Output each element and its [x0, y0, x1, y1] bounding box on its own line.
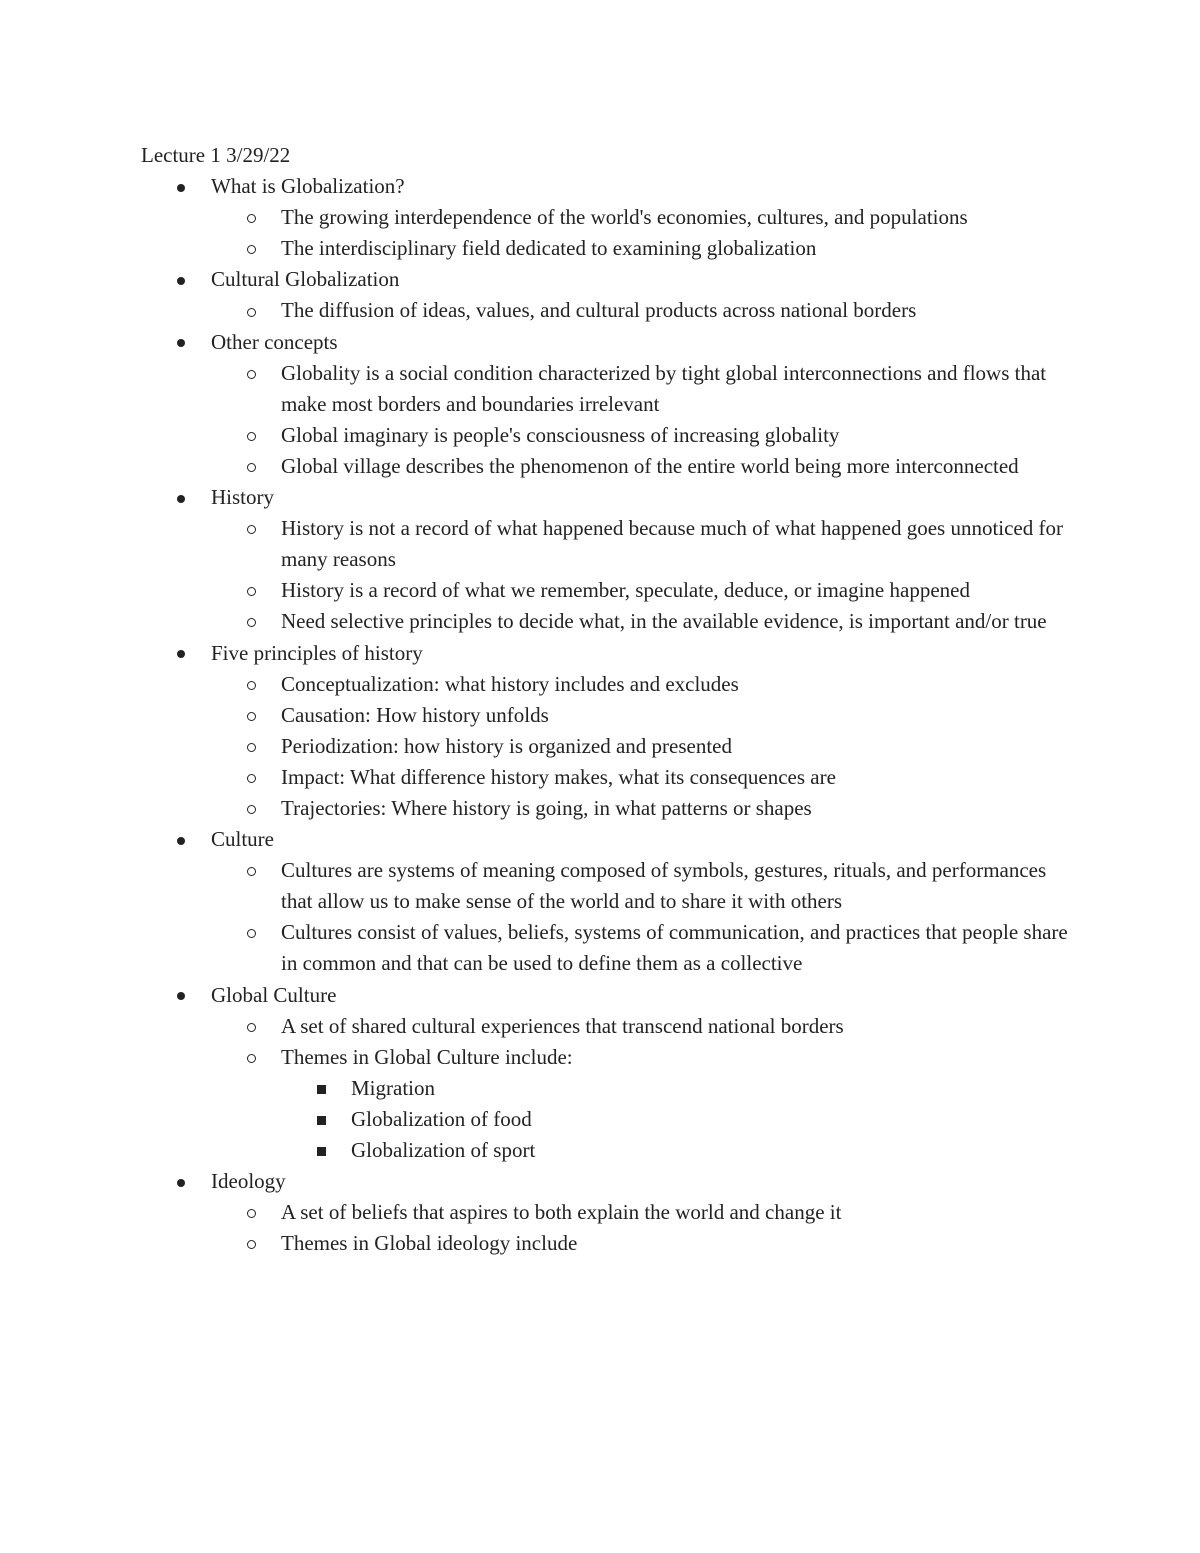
- item-text: History is not a record of what happened because much of what happened goes unnoticed for many reasons: [281, 516, 1063, 572]
- item-text: The interdisciplinary field dedicated to examining globalization: [281, 236, 817, 261]
- outline-item: [211, 202, 1071, 233]
- bullet-circle-icon: [241, 575, 261, 606]
- outline-section: [141, 980, 1071, 1167]
- bullet-circle-icon: [241, 233, 261, 264]
- outline-item: [211, 451, 1071, 482]
- outline-section: [141, 1166, 1071, 1259]
- bullet-dot-icon: [171, 327, 191, 358]
- section-items: [211, 1011, 1071, 1166]
- document-title: Lecture 1 3/29/22: [141, 143, 291, 167]
- outline-item: [211, 575, 1071, 606]
- item-text: Globality is a social condition characterized by tight global interconnections and flows that make most borders and boundaries irrelevant: [281, 360, 1047, 416]
- bullet-circle-icon: [241, 793, 261, 824]
- bullet-circle-icon: [241, 1042, 261, 1073]
- outline-section: [141, 171, 1071, 264]
- outline-section: [141, 824, 1071, 979]
- item-text: Need selective principles to decide what, in the available evidence, is important and/or true: [281, 609, 1047, 634]
- section-items: [211, 669, 1071, 824]
- subitem-list: [281, 1073, 1071, 1166]
- section-items: [211, 855, 1071, 979]
- outline-item: [211, 669, 1071, 700]
- item-text: Trajectories: Where history is going, in what patterns or shapes: [281, 795, 812, 820]
- section-heading: Other concepts: [211, 329, 338, 354]
- subitem-text: Globalization of food: [351, 1106, 532, 1131]
- outline-item: [211, 513, 1071, 575]
- outline-subitem: [281, 1104, 1071, 1135]
- bullet-circle-icon: [241, 606, 261, 637]
- outline-item: [211, 1042, 1071, 1166]
- bullet-dot-icon: [171, 264, 191, 295]
- outline-subitem: [281, 1073, 1071, 1104]
- bullet-circle-icon: [241, 451, 261, 482]
- bullet-dot-icon: [171, 638, 191, 669]
- section-items: [211, 295, 1071, 326]
- outline-item: [211, 793, 1071, 824]
- bullet-square-icon: [311, 1073, 331, 1104]
- outline-item: [211, 358, 1071, 420]
- outline-section: [141, 482, 1071, 637]
- outline-item: [211, 606, 1071, 637]
- outline-item: [211, 1011, 1071, 1042]
- outline-item: [211, 855, 1071, 917]
- document-page: [141, 140, 1071, 1259]
- outline-item: [211, 1197, 1071, 1228]
- bullet-circle-icon: [241, 295, 261, 326]
- outline-section: [141, 327, 1071, 482]
- outline-list: [141, 171, 1071, 1259]
- item-text: Themes in Global Culture include:: [281, 1044, 573, 1069]
- outline-item: [211, 233, 1071, 264]
- outline-item: [211, 1228, 1071, 1259]
- item-text: Themes in Global ideology include: [281, 1231, 578, 1256]
- item-text: History is a record of what we remember, speculate, deduce, or imagine happened: [281, 578, 970, 603]
- bullet-circle-icon: [241, 358, 261, 389]
- item-text: Global imaginary is people's consciousness of increasing globality: [281, 422, 840, 447]
- item-text: Conceptualization: what history includes and excludes: [281, 671, 739, 696]
- bullet-circle-icon: [241, 731, 261, 762]
- outline-subitem: [281, 1135, 1071, 1166]
- bullet-circle-icon: [241, 420, 261, 451]
- outline-section: [141, 264, 1071, 326]
- bullet-circle-icon: [241, 513, 261, 544]
- section-items: [211, 1197, 1071, 1259]
- bullet-circle-icon: [241, 1228, 261, 1259]
- section-heading: Cultural Globalization: [211, 267, 400, 292]
- section-items: [211, 358, 1071, 482]
- section-heading: What is Globalization?: [211, 174, 405, 199]
- item-text: The growing interdependence of the world's economies, cultures, and populations: [281, 205, 968, 230]
- item-text: Global village describes the phenomenon of the entire world being more interconnected: [281, 453, 1019, 478]
- item-text: Periodization: how history is organized and presented: [281, 733, 733, 758]
- section-heading: Global Culture: [211, 982, 337, 1007]
- bullet-circle-icon: [241, 700, 261, 731]
- bullet-circle-icon: [241, 202, 261, 233]
- bullet-circle-icon: [241, 1197, 261, 1228]
- outline-item: [211, 762, 1071, 793]
- bullet-circle-icon: [241, 1011, 261, 1042]
- section-heading: Five principles of history: [211, 640, 423, 665]
- section-heading: Ideology: [211, 1169, 286, 1194]
- section-items: [211, 513, 1071, 637]
- bullet-dot-icon: [171, 824, 191, 855]
- item-text: Impact: What difference history makes, what its consequences are: [281, 764, 836, 789]
- bullet-circle-icon: [241, 855, 261, 886]
- item-text: A set of shared cultural experiences that transcend national borders: [281, 1013, 844, 1038]
- outline-item: [211, 731, 1071, 762]
- outline-section: [141, 638, 1071, 825]
- outline-item: [211, 295, 1071, 326]
- section-heading: Culture: [211, 827, 274, 852]
- outline-item: [211, 917, 1071, 979]
- bullet-circle-icon: [241, 917, 261, 948]
- bullet-square-icon: [311, 1104, 331, 1135]
- item-text: Cultures are systems of meaning composed of symbols, gestures, rituals, and performances that allow us to make sense of the world and to share it with others: [281, 858, 1047, 914]
- item-text: Cultures consist of values, beliefs, systems of communication, and practices that people share in common and that can be used to define them as a collective: [281, 920, 1068, 976]
- item-text: The diffusion of ideas, values, and cultural products across national borders: [281, 298, 917, 323]
- outline-item: [211, 700, 1071, 731]
- bullet-dot-icon: [171, 1166, 191, 1197]
- item-text: A set of beliefs that aspires to both explain the world and change it: [281, 1200, 842, 1225]
- subitem-text: Globalization of sport: [351, 1138, 536, 1162]
- outline-item: [211, 420, 1071, 451]
- bullet-square-icon: [311, 1135, 331, 1166]
- section-items: [211, 202, 1071, 264]
- item-text: Causation: How history unfolds: [281, 702, 549, 727]
- bullet-dot-icon: [171, 482, 191, 513]
- bullet-dot-icon: [171, 980, 191, 1011]
- subitem-text: Migration: [351, 1075, 435, 1100]
- bullet-circle-icon: [241, 669, 261, 700]
- bullet-circle-icon: [241, 762, 261, 793]
- section-heading: History: [211, 485, 274, 510]
- bullet-dot-icon: [171, 171, 191, 202]
